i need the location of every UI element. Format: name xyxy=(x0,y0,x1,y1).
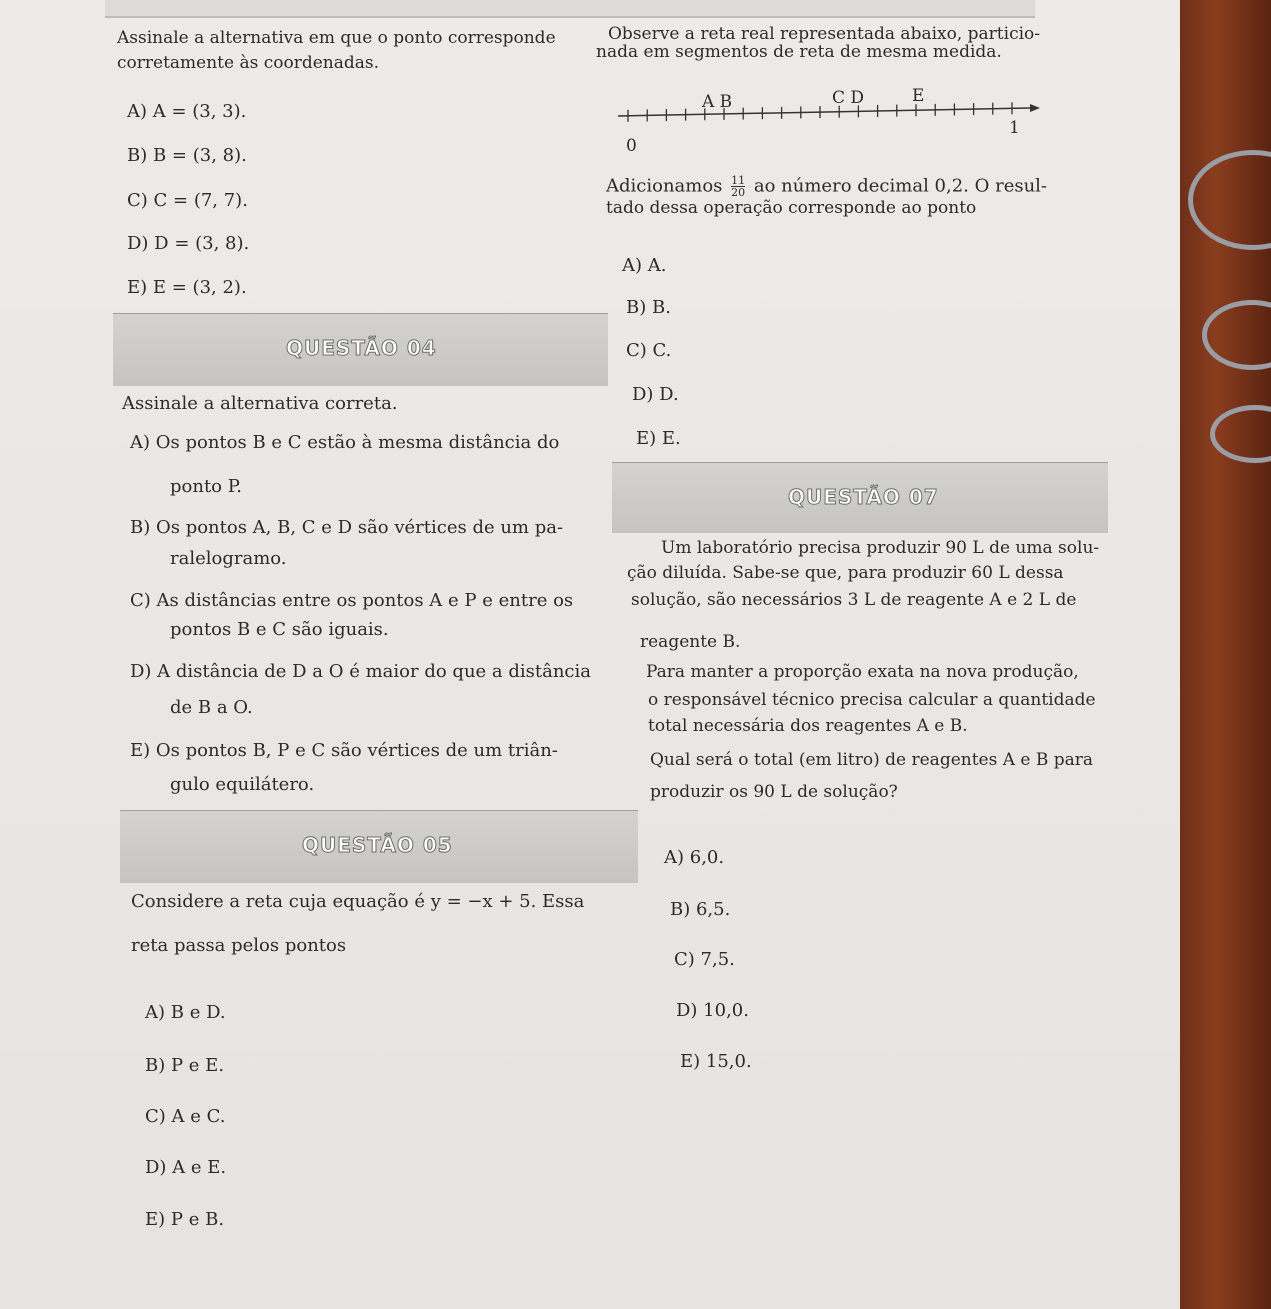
q4-option-e[interactable]: E) Os pontos B, P e C são vértices de um triân- xyxy=(130,740,558,761)
q7-banner-label: QUESTÃO 07 xyxy=(788,485,939,509)
q7-option-e[interactable]: E) 15,0. xyxy=(680,1051,752,1072)
q6-text-line2: tado dessa operação corresponde ao ponto xyxy=(606,198,977,218)
fraction-denominator: 20 xyxy=(731,186,746,199)
q3-intro-line1: Assinale a alternativa em que o ponto corresponde xyxy=(117,28,556,48)
q6-text-line1-start: Adicionamos xyxy=(606,175,723,197)
number-line-label-e: E xyxy=(912,86,925,106)
q7-banner xyxy=(612,462,1108,533)
q7-para1-line3: solução, são necessários 3 L de reagente A e 2 L de xyxy=(631,590,1077,610)
q4-banner xyxy=(113,313,608,386)
q6-intro-line2: nada em segmentos de reta de mesma medida. xyxy=(596,42,1002,62)
q7-option-c[interactable]: C) 7,5. xyxy=(674,949,735,970)
q4-prompt: Assinale a alternativa correta. xyxy=(122,393,398,414)
q5-banner xyxy=(120,810,638,883)
q7-option-a[interactable]: A) 6,0. xyxy=(664,847,725,868)
q4-option-b-cont: ralelogramo. xyxy=(170,548,287,569)
number-line xyxy=(600,80,1060,160)
q4-option-a[interactable]: A) Os pontos B e C estão à mesma distância do xyxy=(130,432,560,453)
q7-para2-line2: o responsável técnico precisa calcular a quantidade xyxy=(648,690,1096,710)
q5-option-d[interactable]: D) A e E. xyxy=(145,1157,227,1178)
q6-intro-line1: Observe a reta real representada abaixo, particio- xyxy=(608,24,1041,44)
q7-para3-line1: Qual será o total (em litro) de reagentes A e B para xyxy=(650,750,1094,770)
fraction-11-20 xyxy=(731,175,745,198)
q7-para1-line2: ção diluída. Sabe-se que, para produzir 60 L dessa xyxy=(627,563,1064,583)
q4-option-b[interactable]: B) Os pontos A, B, C e D são vértices de um pa- xyxy=(130,517,564,538)
q7-option-d[interactable]: D) 10,0. xyxy=(676,1000,749,1021)
q4-option-c-cont: pontos B e C são iguais. xyxy=(170,619,389,640)
q3-option-a[interactable]: A) A = (3, 3). xyxy=(127,101,247,122)
q7-para1-line4: reagente B. xyxy=(640,632,741,652)
q4-banner-label: QUESTÃO 04 xyxy=(286,336,437,360)
q3-option-c[interactable]: C) C = (7, 7). xyxy=(127,190,248,211)
keyring-icon xyxy=(1188,150,1271,250)
q5-option-b[interactable]: B) P e E. xyxy=(145,1055,225,1076)
q7-para1-line1: Um laboratório precisa produzir 90 L de uma solu- xyxy=(661,538,1100,558)
number-line-svg xyxy=(600,80,1060,160)
number-line-label-cd: C D xyxy=(832,88,865,108)
top-border xyxy=(105,0,1035,18)
q3-option-b[interactable]: B) B = (3, 8). xyxy=(127,145,247,166)
q7-option-b[interactable]: B) 6,5. xyxy=(670,899,731,920)
q5-option-e[interactable]: E) P e B. xyxy=(145,1209,225,1230)
q5-option-c[interactable]: C) A e C. xyxy=(145,1106,226,1127)
number-line-label-ab: A B xyxy=(702,92,733,112)
q5-option-a[interactable]: A) B e D. xyxy=(145,1002,226,1023)
q3-intro-line2: corretamente às coordenadas. xyxy=(117,53,380,73)
q6-text-line1 xyxy=(606,175,1047,198)
q6-option-c[interactable]: C) C. xyxy=(626,340,672,361)
q4-option-d[interactable]: D) A distância de D a O é maior do que a distância xyxy=(130,661,592,682)
q4-option-a-cont: ponto P. xyxy=(170,476,242,497)
number-line-zero: 0 xyxy=(626,136,637,156)
q5-banner-label: QUESTÃO 05 xyxy=(302,833,453,857)
desk-background xyxy=(1180,0,1271,1309)
q7-para2-line3: total necessária dos reagentes A e B. xyxy=(648,716,968,736)
fraction-numerator: 11 xyxy=(731,174,746,187)
q7-para2-line1: Para manter a proporção exata na nova produção, xyxy=(646,662,1079,682)
q6-option-d[interactable]: D) D. xyxy=(632,384,679,405)
q3-option-d[interactable]: D) D = (3, 8). xyxy=(127,233,250,254)
q6-option-b[interactable]: B) B. xyxy=(626,297,671,318)
keyring-icon xyxy=(1202,300,1271,370)
q7-para3-line2: produzir os 90 L de solução? xyxy=(650,782,898,802)
q6-text-line1-end: ao número decimal 0,2. O resul- xyxy=(753,175,1048,197)
q5-prompt-line2: reta passa pelos pontos xyxy=(131,935,347,956)
q5-prompt-line1: Considere a reta cuja equação é y = −x + 5. Essa xyxy=(131,891,585,912)
keyring-icon xyxy=(1210,405,1271,463)
number-line-one: 1 xyxy=(1009,118,1020,138)
q4-option-c[interactable]: C) As distâncias entre os pontos A e P e entre os xyxy=(130,590,574,611)
q4-option-e-cont: gulo equilátero. xyxy=(170,774,315,795)
q4-option-d-cont: de B a O. xyxy=(170,697,253,718)
q3-option-e[interactable]: E) E = (3, 2). xyxy=(127,277,247,298)
q6-option-e[interactable]: E) E. xyxy=(636,428,681,449)
q6-option-a[interactable]: A) A. xyxy=(622,255,667,276)
